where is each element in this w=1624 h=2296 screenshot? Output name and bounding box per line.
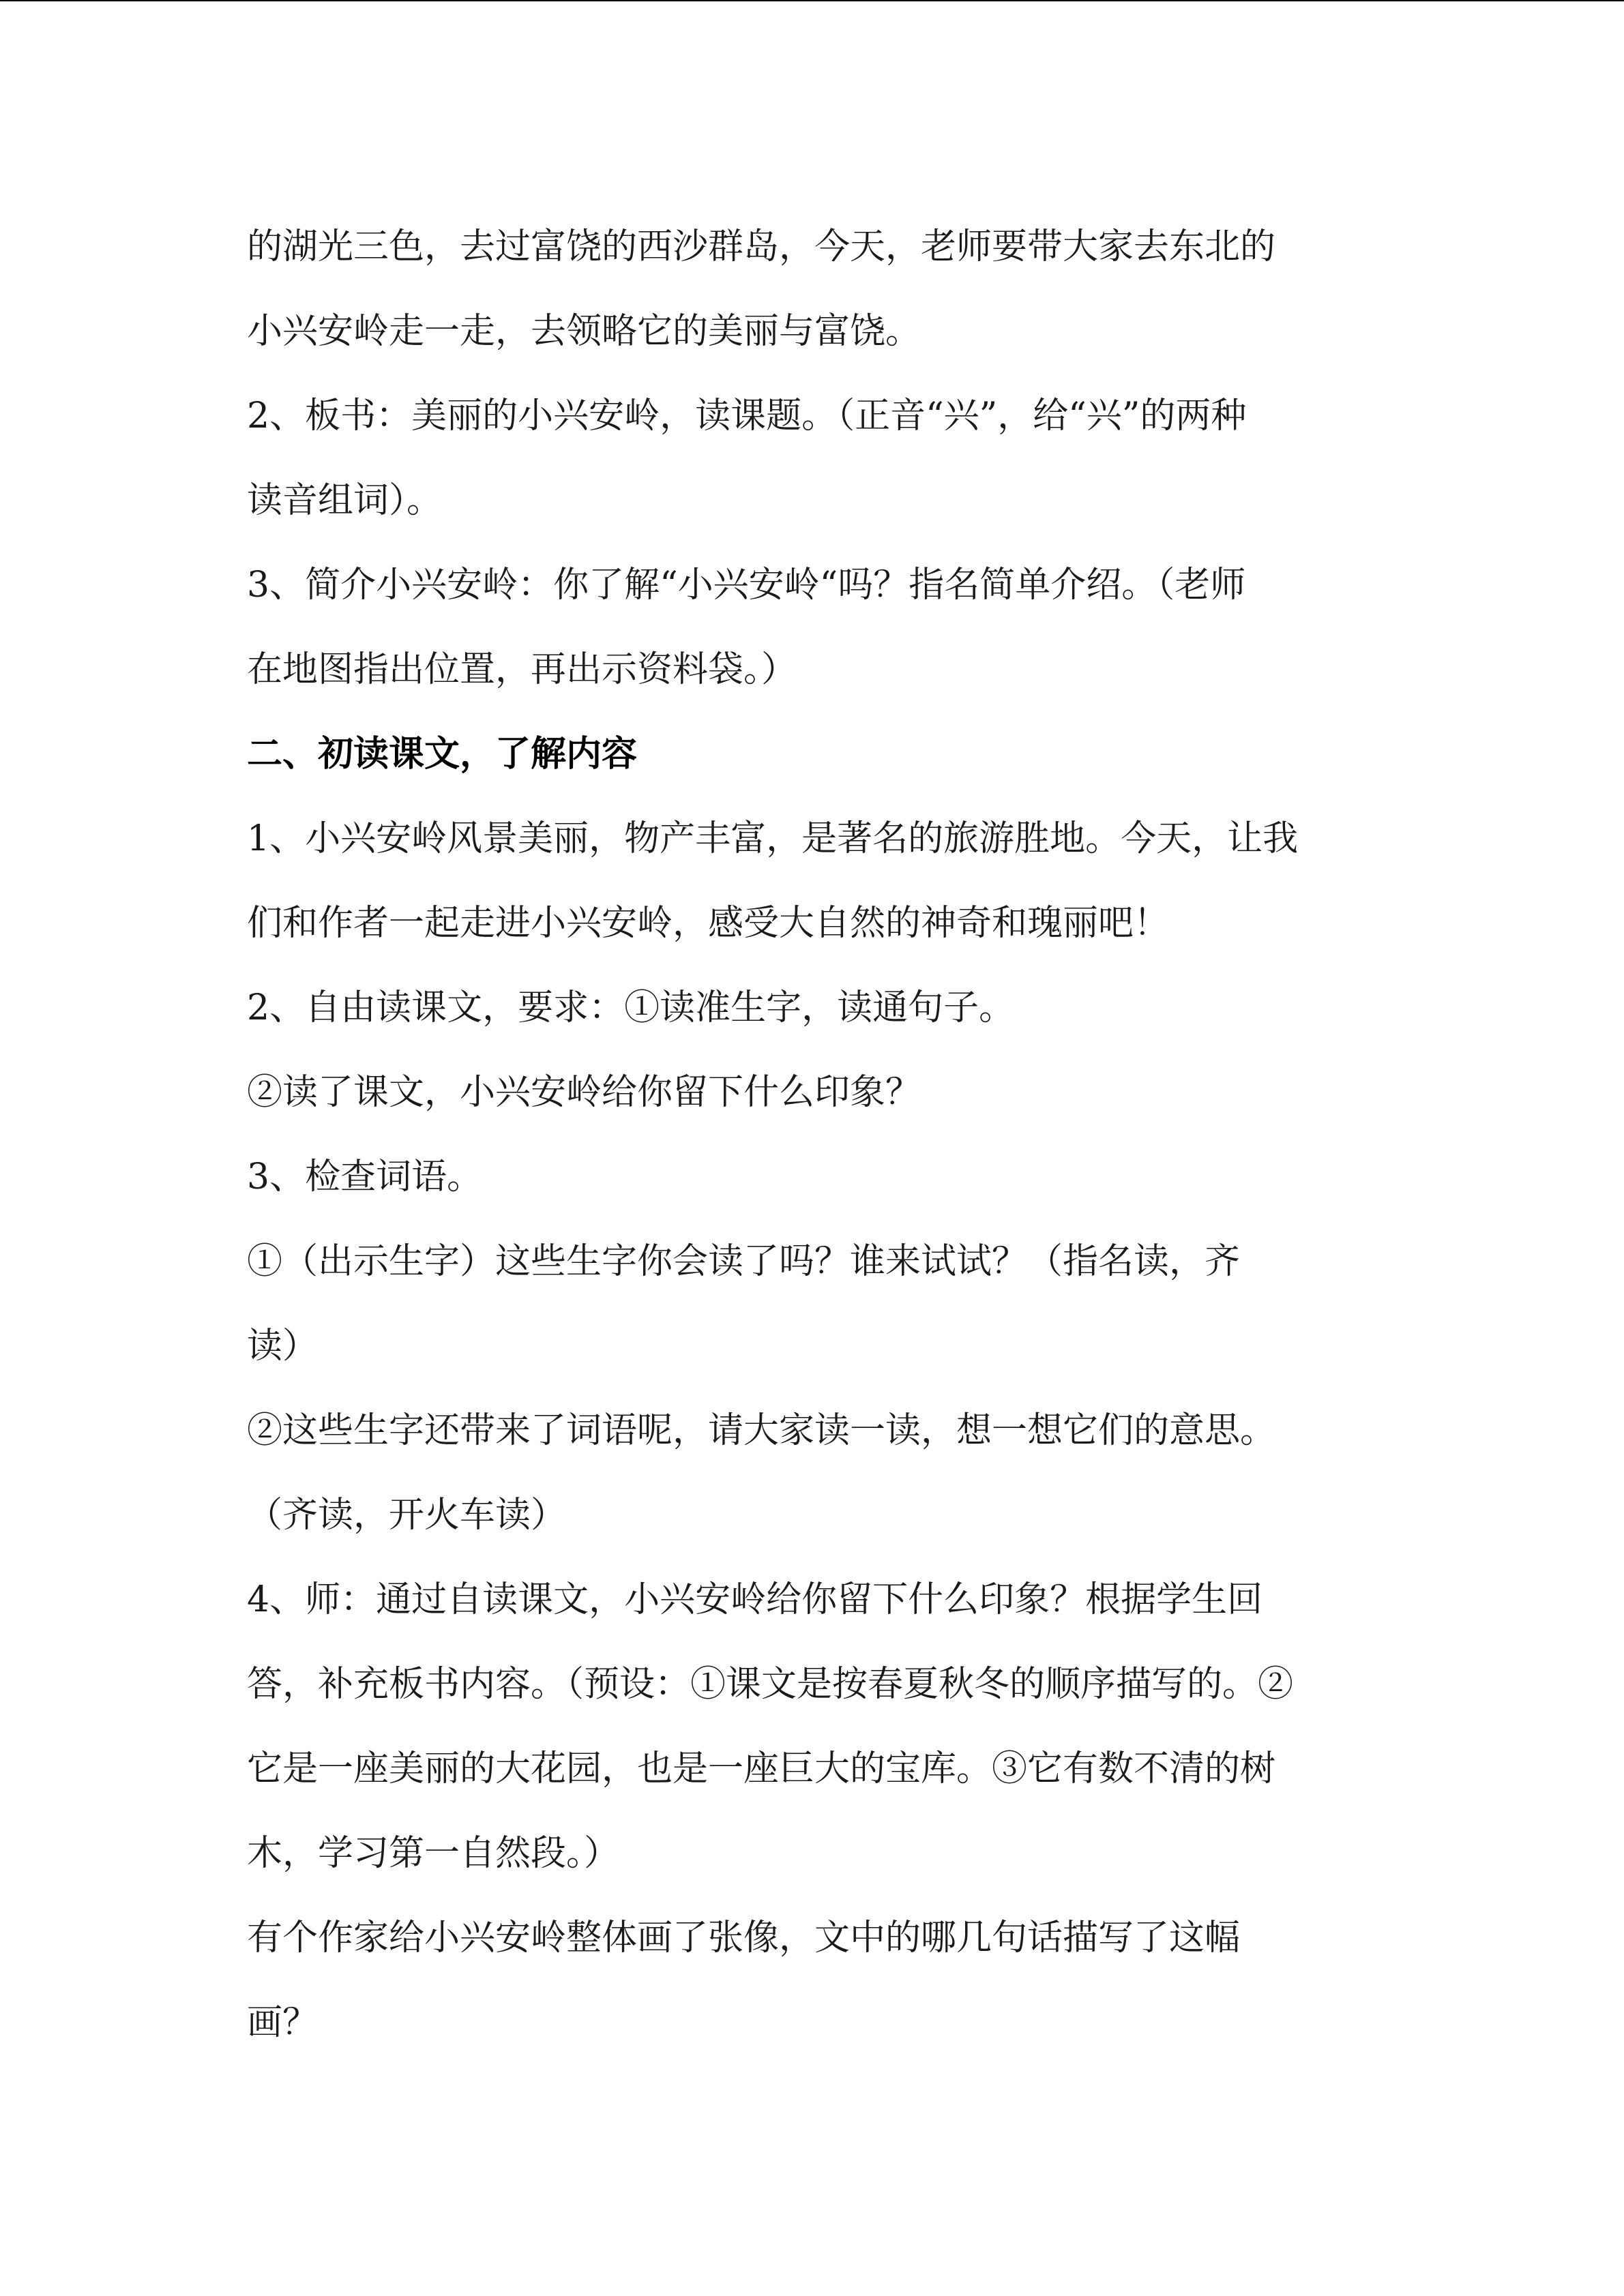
text-line: ②读了课文，小兴安岭给你留下什么印象？ (247, 1072, 921, 1113)
text-line: 读） (247, 1326, 319, 1367)
text-line: 2、自由读课文，要求：①读准生字，读通句子。 (247, 987, 1015, 1028)
text-line: 答，补充板书内容。（预设：①课文是按春夏秋冬的顺序描写的。② (247, 1664, 1294, 1705)
text-line: 4、师：通过自读课文，小兴安岭给你留下什么印象？根据学生回 (247, 1579, 1263, 1620)
text-line: （齐读，开火车读） (247, 1495, 567, 1536)
text-line: 2、板书：美丽的小兴安岭，读课题。（正音“兴”，给“兴”的两种 (247, 396, 1247, 436)
text-line: ①（出示生字）这些生字你会读了吗？谁来试试？（指名读，齐 (247, 1241, 1241, 1282)
document-body (247, 205, 1406, 2065)
text-line: 的湖光三色，去过富饶的西沙群岛，今天，老师要带大家去东北的 (247, 226, 1276, 267)
text-line: 读音组词）。 (247, 480, 443, 521)
text-line: 3、检查词语。 (247, 1157, 483, 1197)
text-line: 们和作者一起走进小兴安岭，感受大自然的神奇和瑰丽吧！ (247, 903, 1170, 944)
text-line: 在地图指出位置，再出示资料袋。） (247, 649, 797, 690)
text-line: 1、小兴安岭风景美丽，物产丰富，是著名的旅游胜地。今天，让我 (247, 818, 1299, 859)
text-line: 小兴安岭走一走，去领略它的美丽与富饶。 (247, 311, 921, 352)
text-line: 有个作家给小兴安岭整体画了张像，文中的哪几句话描写了这幅 (247, 1918, 1241, 1958)
text-line: 3、简介小兴安岭：你了解“小兴安岭“吗？指名简单介绍。（老师 (247, 565, 1246, 606)
text-line: 画？ (247, 2002, 319, 2043)
text-line: ②这些生字还带来了词语呢，请大家读一读，想一想它们的意思。 (247, 1410, 1276, 1451)
text-line: 木，学习第一自然段。） (247, 1833, 620, 1874)
text-line: 它是一座美丽的大花园，也是一座巨大的宝库。③它有数不清的树 (247, 1748, 1276, 1789)
section-heading: 二、初读课文，了解内容 (247, 733, 638, 775)
